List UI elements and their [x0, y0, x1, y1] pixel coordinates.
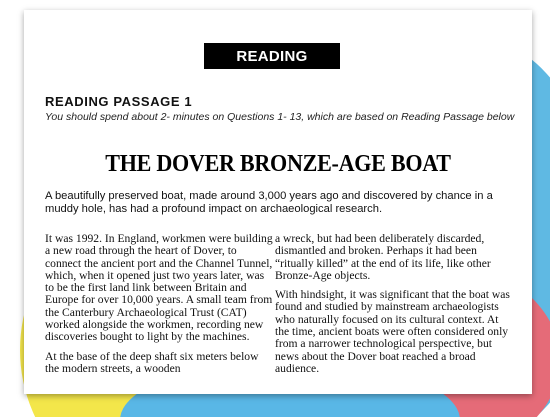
passage-heading: READING PASSAGE 1	[45, 94, 193, 109]
article-title: THE DOVER BRONZE-AGE BOAT	[105, 151, 451, 177]
article-paragraph: a wreck, but had been deliberately discarded, dismantled and broken. Perhaps it had been “ritually killed” at the end of its life, like other Bronze-Age objects.	[275, 232, 491, 282]
reading-card	[24, 10, 532, 394]
article-paragraph: At the base of the deep shaft six meters below the modern streets, a wooden	[45, 349, 259, 375]
reading-banner: READING	[204, 43, 340, 69]
article-left-column	[45, 233, 273, 382]
article-right-column	[275, 233, 511, 382]
article-paragraph: With hindsight, it was significant that the boat was found and studied by mainstream archaeologists who naturally focused on its cultural context. At the time, ancient boats were often considered only from a narrower technological perspective, but news about the Dover boat reached a broad audience.	[275, 288, 510, 375]
passage-instruction: You should spend about 2- minutes on Questions 1- 13, which are based on Reading Passage below	[45, 111, 515, 123]
article-paragraph: It was 1992. In England, workmen were building a new road through the heart of Dover, to connect the ancient port and the Channel Tunnel, which, when it opened just two years later, was to be the first land link between Britain and Europe for over 10,000 years. A small team from the Canterbury Archaeological Trust (CAT) worked alongside the workmen, recording new discoveries bought to light by the machines.	[45, 232, 273, 344]
article-lead: A beautifully preserved boat, made around 3,000 years ago and discovered by chance in a muddy hole, has had a profound impact on archaeological research.	[45, 190, 493, 215]
